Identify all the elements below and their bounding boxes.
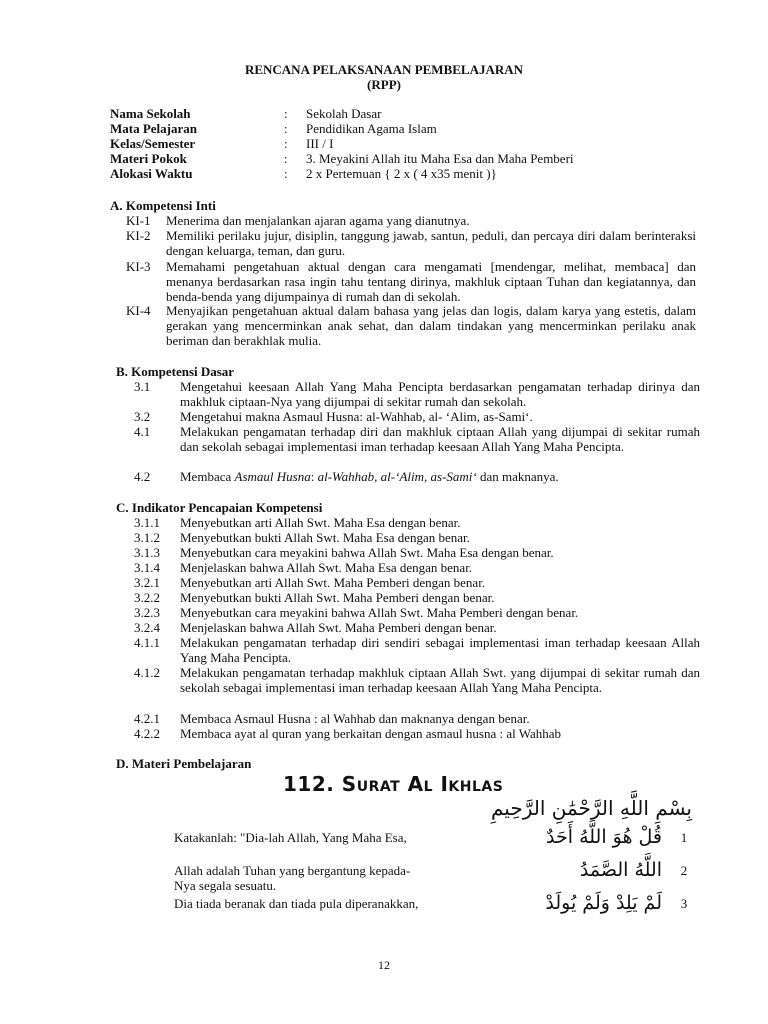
indicator-item	[134, 620, 700, 635]
info-colon: :	[284, 121, 288, 136]
ayat-arabic: قُلْ هُوَ اللَّهُ أَحَدٌ	[546, 826, 662, 848]
info-value: 3. Meyakini Allah itu Maha Esa dan Maha Pemberi	[306, 151, 574, 166]
kd-text-mid: :	[310, 469, 318, 484]
indicator-number: 3.2.3	[134, 605, 160, 620]
info-row-subject	[110, 121, 574, 136]
basmalah: بِسْمِ اللَّهِ الرَّحْمَٰنِ الرَّحِيمِ	[490, 796, 692, 820]
kd-number: 4.2	[134, 469, 151, 484]
indicator-number: 3.2.2	[134, 590, 160, 605]
indicator-text: Menyebutkan cara meyakini bahwa Allah Swt. Maha Pemberi dengan benar.	[180, 605, 579, 620]
kd-text: Melakukan pengamatan terhadap diri dan makhluk ciptaan Allah yang dijumpai di sekitar rumah dan sekolah sebagai implementasi iman terhadap keesaan Allah Yang Maha Pencipta.	[180, 424, 700, 454]
indicator-item	[134, 515, 700, 530]
info-row-school	[110, 106, 574, 121]
indicator-number: 4.1.1	[134, 635, 160, 650]
section-a-heading: A. Kompetensi Inti	[110, 198, 216, 213]
indicator-text: Menjelaskan bahwa Allah Swt. Maha Esa dengan benar.	[180, 560, 473, 575]
section-b-heading: B. Kompetensi Dasar	[116, 364, 235, 379]
indicator-text: Menyebutkan bukti Allah Swt. Maha Pemberi dengan benar.	[180, 590, 495, 605]
ayat-number: 2	[680, 863, 688, 878]
indicator-text: Menyebutkan arti Allah Swt. Maha Esa dengan benar.	[180, 515, 461, 530]
ki-item	[126, 259, 696, 304]
identity-block	[110, 106, 574, 181]
indicator-number: 3.1.3	[134, 545, 160, 560]
info-row-time	[110, 166, 574, 181]
ayat-number: 1	[680, 830, 688, 845]
info-value: III / I	[306, 136, 334, 151]
info-colon: :	[284, 106, 288, 121]
info-colon: :	[284, 151, 288, 166]
ki-code: KI-4	[126, 303, 151, 318]
ayat-arabic: اللَّهُ الصَّمَدُ	[579, 859, 662, 881]
ki-item	[126, 303, 696, 348]
indicator-number: 4.2.1	[134, 711, 160, 726]
indicator-text: Membaca ayat al quran yang berkaitan dengan asmaul husna : al Wahhab	[180, 726, 561, 741]
kd-number: 4.1	[134, 424, 151, 439]
indicator-text: Menyebutkan cara meyakini bahwa Allah Swt. Maha Esa dengan benar.	[180, 545, 554, 560]
kd-number: 3.1	[134, 379, 151, 394]
indicator-number: 3.1.4	[134, 560, 160, 575]
indicator-number: 4.2.2	[134, 726, 160, 741]
ki-item	[126, 213, 696, 228]
indicator-item	[134, 530, 700, 545]
indicator-item	[134, 711, 700, 726]
info-value: Pendidikan Agama Islam	[306, 121, 437, 136]
indicator-text: Melakukan pengamatan terhadap makhluk ciptaan Allah Swt. yang dijumpai di sekitar rumah dan sekolah sebagai implementasi iman terhadap keesaan Allah Yang Maha Pencipta.	[180, 665, 700, 695]
info-value: Sekolah Dasar	[306, 106, 382, 121]
indicator-item	[134, 605, 700, 620]
info-colon: :	[284, 166, 288, 181]
kd-text: Mengetahui keesaan Allah Yang Maha Pencipta berdasarkan pengamatan terhadap dirinya dan makhluk ciptaan-Nya yang dijumpai di sekitar rumah dan sekolah.	[180, 379, 700, 409]
kd-text-italic2: al-Wahhab, al-‘Alim, as-Sami‘	[317, 469, 477, 484]
indicator-number: 3.2.4	[134, 620, 160, 635]
info-colon: :	[284, 136, 288, 151]
info-label: Kelas/Semester	[110, 136, 196, 151]
ayat-translation: Katakanlah: "Dia-lah Allah, Yang Maha Esa,	[174, 830, 407, 845]
indicator-number: 4.1.2	[134, 665, 160, 680]
ki-code: KI-1	[126, 213, 151, 228]
kd-text-suffix: dan maknanya.	[476, 469, 559, 484]
kd-item	[134, 424, 700, 454]
indicator-number: 3.1.2	[134, 530, 160, 545]
info-value: 2 x Pertemuan { 2 x ( 4 x35 menit )}	[306, 166, 497, 181]
ayat-arabic: لَمْ يَلِدْ وَلَمْ يُولَدْ	[545, 892, 662, 914]
indicator-text: Melakukan pengamatan terhadap diri sendiri sebagai implementasi iman terhadap keesaan Allah Yang Maha Pencipta.	[180, 635, 700, 665]
ki-text: Memiliki perilaku jujur, disiplin, tanggung jawab, santun, peduli, dan percaya diri dalam berinteraksi dengan keluarga, teman, dan guru.	[166, 228, 696, 258]
page-number: 12	[378, 958, 390, 972]
info-label: Materi Pokok	[110, 151, 187, 166]
indicator-number: 3.1.1	[134, 515, 160, 530]
info-label: Alokasi Waktu	[110, 166, 193, 181]
indicator-item	[134, 560, 700, 575]
kd-text	[180, 469, 700, 484]
document-title: RENCANA PELAKSANAAN PEMBELAJARAN	[244, 62, 524, 77]
indicator-text: Menyebutkan bukti Allah Swt. Maha Esa dengan benar.	[180, 530, 470, 545]
indicator-item	[134, 590, 700, 605]
indicator-text: Menjelaskan bahwa Allah Swt. Maha Pemberi dengan benar.	[180, 620, 497, 635]
ayat-translation: Dia tiada beranak dan tiada pula diperanakkan,	[174, 896, 419, 911]
ki-text: Memahami pengetahuan aktual dengan cara mengamati [mendengar, melihat, membaca] dan menanya berdasarkan rasa ingin tahu tentang dirinya, makhluk ciptaan Tuhan dan kegiatannya, dan benda-benda yang dijumpainya di rumah dan di sekolah.	[166, 259, 696, 304]
info-row-class	[110, 136, 574, 151]
ayat-row	[174, 892, 694, 930]
indicator-item	[134, 575, 700, 590]
document-subtitle: (RPP)	[367, 77, 401, 92]
info-label: Mata Pelajaran	[110, 121, 198, 136]
indicator-text: Menyebutkan arti Allah Swt. Maha Pemberi dengan benar.	[180, 575, 486, 590]
ki-code: KI-2	[126, 228, 151, 243]
info-label: Nama Sekolah	[110, 106, 191, 121]
ayat-number: 3	[680, 896, 688, 911]
indicator-item	[134, 545, 700, 560]
ayat-translation: Allah adalah Tuhan yang bergantung kepada-Nya segala sesuatu.	[174, 863, 411, 893]
section-c-heading: C. Indikator Pencapaian Kompetensi	[116, 500, 323, 515]
ki-text: Menyajikan pengetahuan aktual dalam bahasa yang jelas dan logis, dalam karya yang estetis, dalam gerakan yang mencerminkan anak sehat, dan dalam tindakan yang mencerminkan perilaku anak beriman dan berakhlak mulia.	[166, 303, 696, 348]
ki-text: Menerima dan menjalankan ajaran agama yang dianutnya.	[166, 213, 470, 228]
ki-code: KI-3	[126, 259, 151, 274]
indicator-text: Membaca Asmaul Husna : al Wahhab dan maknanya dengan benar.	[180, 711, 530, 726]
indicator-item	[134, 665, 700, 695]
info-row-topic	[110, 151, 574, 166]
kd-number: 3.2	[134, 409, 151, 424]
surah-title: 112. Surat Al Ikhlas	[283, 772, 504, 796]
section-d-heading: D. Materi Pembelajaran	[116, 756, 252, 771]
kd-text: Mengetahui makna Asmaul Husna: al-Wahhab, al- ‘Alim, as-Sami‘.	[180, 409, 533, 424]
indicator-item	[134, 726, 700, 741]
kd-text-prefix: Membaca	[180, 469, 235, 484]
indicator-number: 3.2.1	[134, 575, 160, 590]
kd-text-italic: Asmaul Husna	[234, 469, 311, 484]
kd-item	[134, 469, 700, 484]
kd-item	[134, 379, 700, 409]
indicator-item	[134, 635, 700, 665]
ki-item	[126, 228, 696, 258]
kd-item	[134, 409, 700, 424]
